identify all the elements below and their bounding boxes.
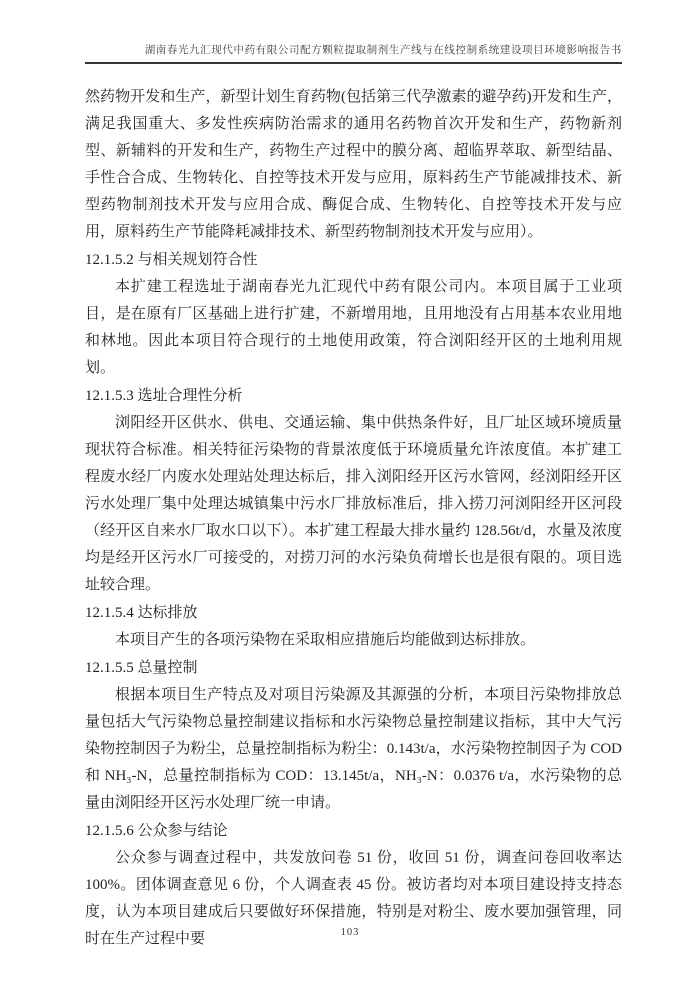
body-paragraph: 然药物开发和生产，新型计划生育药物(包括第三代孕激素的避孕药)开发和生产，满足我国重大、多发性疾病防治需求的通用名药物首次开发和生产，药物新剂型、新辅料的开发和生产，药物生产过程中的膜分离、超临界萃取、新型结晶、手性合合成、生物转化、自控等技术开发与应用，原料药生产节能减排技术、新型药物制剂技术开发与应用合成、酶促合成、生物转化、自控等技术开发与应用，原料药生产节能降耗减排技术、新型药物制剂技术开发与应用）。 — [85, 89, 622, 240]
section-heading: 12.1.5.4 达标排放 — [85, 605, 198, 621]
body-paragraph: 本项目产生的各项污染物在采取相应措施后均能做到达标排放。 — [115, 632, 536, 648]
header-title: 湖南春光九汇现代中药有限公司配方颗粒提取制剂生产线与在线控制系统建设项目环境影响报告书 — [144, 45, 622, 56]
body-paragraph: 浏阳经开区供水、供电、交通运输、集中供热条件好，且厂址区域环境质量现状符合标准。相关特征污染物的背景浓度低于环境质量允许浓度值。本扩建工程废水经厂内废水处理站处理达标后，排入浏阳经开区污水管网，经浏阳经开区污水处理厂集中处理达城镇集中污水厂排放标准后，排入捞刀河浏阳经开区河段（经开区自来水厂取水口以下）。本扩建工程最大排水量约 128.56t/d，水量及浓度均是经开区污水厂可接受的，对捞刀河的水污染负荷增长也是很有限的。项目选址较合理。 — [85, 415, 622, 593]
section-heading: 12.1.5.3 选址合理性分析 — [85, 388, 243, 404]
section-heading: 12.1.5.6 公众参与结论 — [85, 823, 228, 839]
body-paragraph: 本扩建工程选址于湖南春光九汇现代中药有限公司内。本项目属于工业项目，是在原有厂区基础上进行扩建，不新增用地，且用地没有占用基本农业用地和林地。因此本项目符合现行的土地使用政策，符合浏阳经开区的土地利用规划。 — [85, 279, 622, 376]
page-footer — [0, 922, 700, 940]
document-body — [85, 84, 622, 953]
body-paragraph: 公众参与调查过程中，共发放问卷 51 份，收回 51 份，调查问卷回收率达 100%。团体调查意见 6 份，个人调查表 45 份。被访者均对本项目建设持支持态度，认为本项目建成后只要做好环保措施，特别是对粉尘、废水要加强管理，同时在生产过程中要 — [85, 850, 622, 947]
section-heading: 12.1.5.2 与相关规划符合性 — [85, 252, 258, 268]
section-heading: 12.1.5.5 总量控制 — [85, 660, 198, 676]
page-header — [85, 42, 622, 64]
body-paragraph: 根据本项目生产特点及对项目污染源及其源强的分析，本项目污染物排放总量包括大气污染物总量控制建议指标和水污染物总量控制建议指标，其中大气污染物控制因子为粉尘，总量控制指标为粉尘：0.143t/a，水污染物控制因子为 COD 和 NH₃-N，总量控制指标为 COD：13.145t/a，NH₃-N：0.0376 t/a，水污染物的总量由浏阳经开区污水处理厂统一申请。 — [85, 687, 622, 811]
page-number: 103 — [340, 927, 360, 938]
header-rule — [85, 62, 622, 64]
